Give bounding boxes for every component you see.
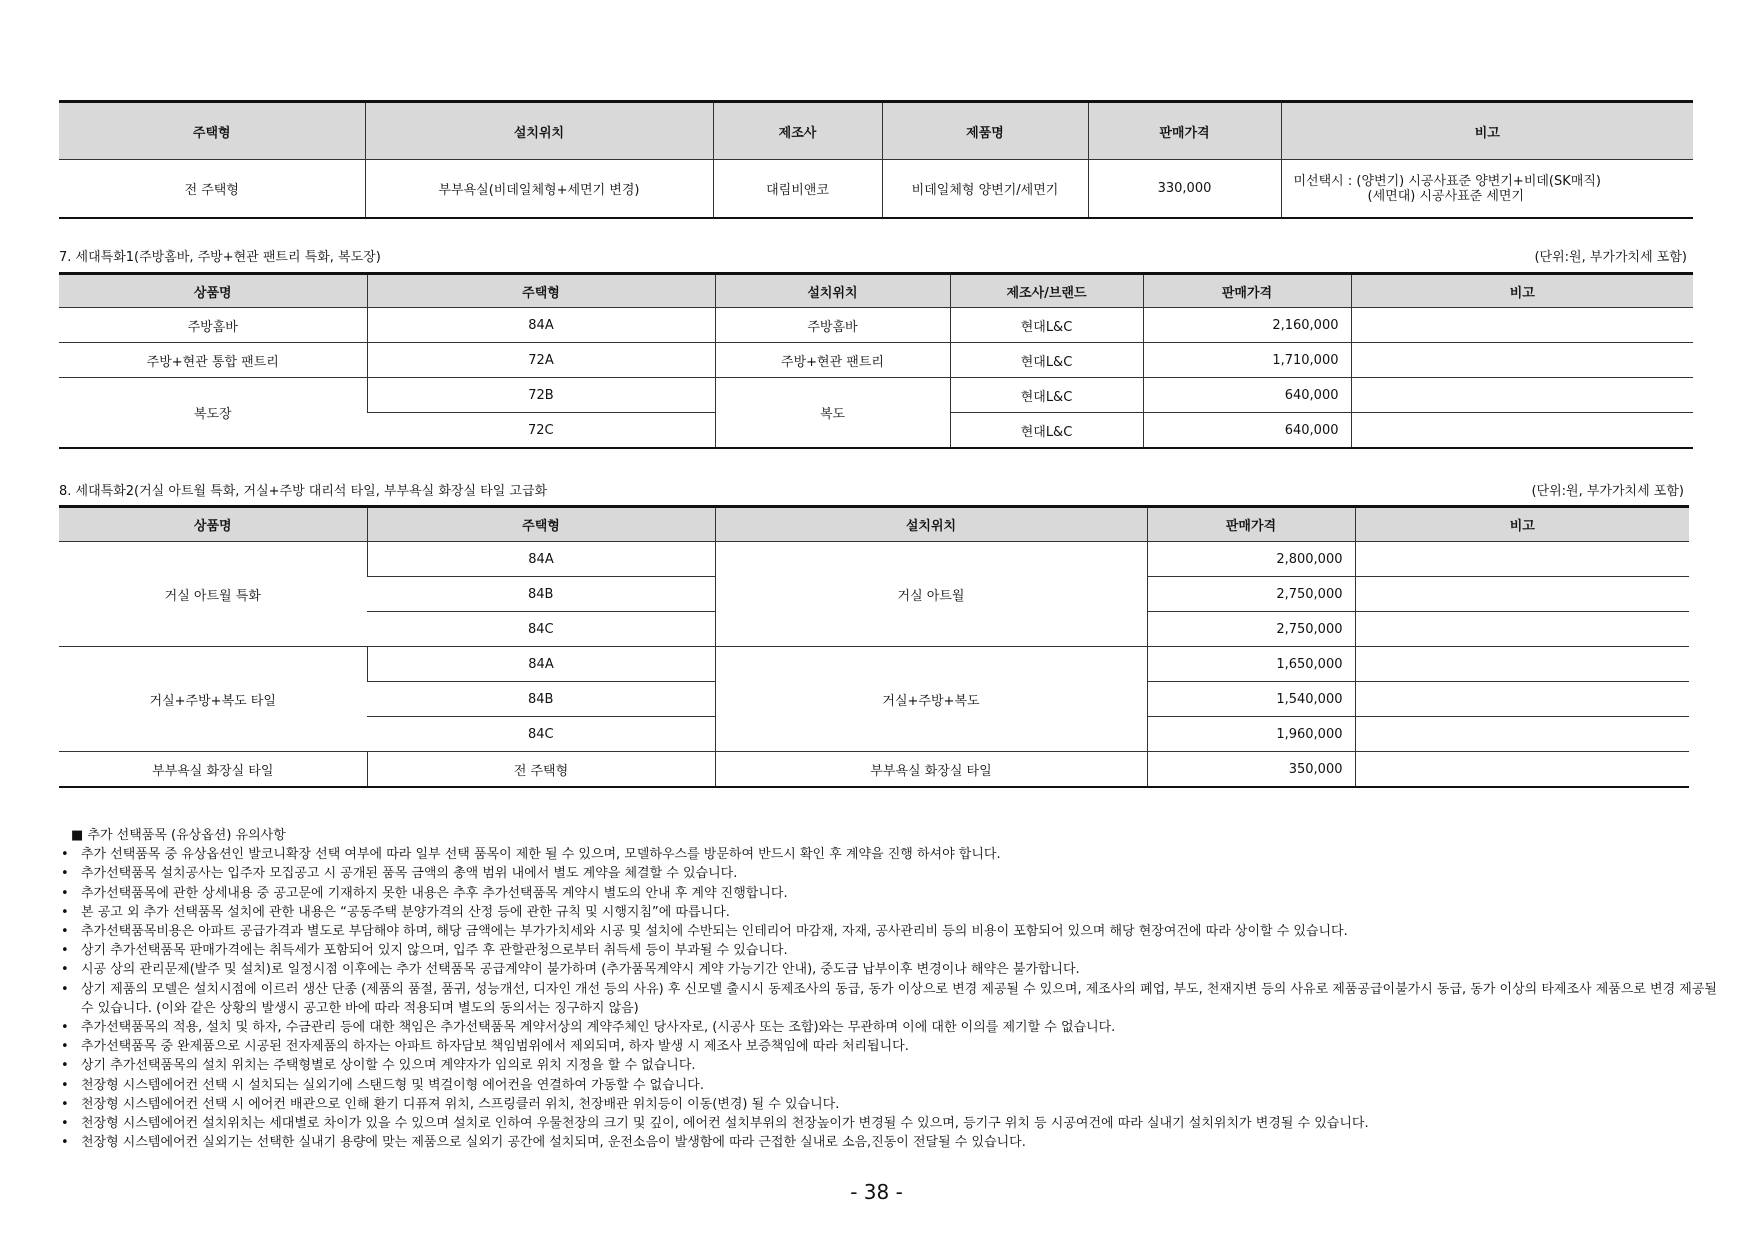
table-header-row [59,102,1693,160]
table-row [59,343,1693,378]
cell-note [1355,752,1689,788]
cell-brand: 현대L&C [950,343,1143,378]
cell-item: 거실 아트월 특화 [59,542,367,647]
cell-item: 거실+주방+복도 타일 [59,647,367,752]
cell-note [1351,413,1693,449]
cell-note [1281,160,1693,219]
header-item: 상품명 [59,274,367,308]
section-8-unit: (단위:원, 부가가치세 포함) [1531,484,1684,499]
cell-maker: 대림비앤코 [713,160,882,219]
list-item: • 본 공고 외 추가 선택품목 설치에 관한 내용은 “공동주택 분양가격의 산정 등에 관한 규칙 및 시행지침”에 따릅니다. [59,903,1719,922]
header-type: 주택형 [367,507,715,542]
option-table-section-8 [59,505,1689,788]
table-row [59,160,1693,219]
page-number: - 38 - [850,1180,903,1204]
section-7-unit: (단위:원, 부가가치세 포함) [1534,250,1687,265]
list-item: • 추가선택품목의 적용, 설치 및 하자, 수금관리 등에 대한 책임은 추가선택품목 계약서상의 계약주체인 당사자로, (시공사 또는 조합)와는 무관하며 이에 대한 이의를 제기할 수 없습니다. [59,1018,1719,1037]
table-row [59,378,1693,413]
cell-note [1355,717,1689,752]
cell-type: 72B [367,378,715,413]
cell-brand: 현대L&C [950,378,1143,413]
cell-item: 주방홈바 [59,308,367,343]
section-8-title: 8. 세대특화2(거실 아트월 특화, 거실+주방 대리석 타일, 부부욕실 화장실 타일 고급화 [59,484,548,499]
list-item: • 천장형 시스템에어컨 설치위치는 세대별로 차이가 있을 수 있으며 설치로 인하여 우물천장의 크기 및 깊이, 에어컨 설치부위의 천장높이가 변경될 수 있으며, 등기구 위치 등 시공여건에 따라 실내기 설치위치가 변경될 수 있습니다. [59,1114,1719,1133]
note-line-1: 미선택시 : (양변기) 시공사표준 양변기+비데(SK매직) [1293,173,1601,189]
cell-type: 84B [367,577,715,612]
cell-note [1351,378,1693,413]
cell-note [1355,577,1689,612]
cell-price: 2,160,000 [1143,308,1351,343]
cell-brand: 현대L&C [950,308,1143,343]
table-header-row [59,507,1689,542]
notes-list [59,845,1719,1152]
list-item: • 추가선택품목 중 완제품으로 시공된 전자제품의 하자는 아파트 하자담보 책임범위에서 제외되며, 하자 발생 시 제조사 보증책임에 따라 처리됩니다. [59,1037,1719,1056]
cell-price: 640,000 [1143,413,1351,449]
cell-location: 부부욕실(비데일체형+세면기 변경) [365,160,713,219]
cell-price: 2,750,000 [1147,577,1355,612]
cell-type: 84A [367,308,715,343]
cell-item: 주방+현관 통합 팬트리 [59,343,367,378]
header-note: 비고 [1351,274,1693,308]
header-price: 판매가격 [1088,102,1281,160]
list-item: • 상기 제품의 모델은 설치시점에 이르러 생산 단종 (제품의 품절, 품귀, 성능개선, 디자인 개선 등의 사유) 후 신모델 출시시 동제조사의 동급, 동가 이상으로 변경 제공될 수 있으며, 제조사의 폐업, 부도, 천재지변 등의 사유로 제품공급이불가시 동급, 동가 이상의 타제조사 제품으로 변경 제공될 수 있습니다. (이와 같은 상황의 발생시 공고한 바에 따라 적용되며 별도의 동의서는 징구하지 않음) [59,980,1719,1018]
cell-item: 부부욕실 화장실 타일 [59,752,367,788]
cell-type: 72A [367,343,715,378]
option-table-bidet [59,100,1693,219]
cell-brand: 현대L&C [950,413,1143,449]
cell-note [1351,343,1693,378]
cell-price: 640,000 [1143,378,1351,413]
table-row [59,752,1689,788]
list-item: • 추가선택품목에 관한 상세내용 중 공고문에 기재하지 못한 내용은 추후 추가선택품목 계약시 별도의 안내 후 계약 진행합니다. [59,884,1719,903]
list-item: • 추가선택품목 설치공사는 입주자 모집공고 시 공개된 품목 금액의 총액 범위 내에서 별도 계약을 체결할 수 있습니다. [59,864,1719,883]
section-7-title: 7. 세대특화1(주방홈바, 주방+현관 팬트리 특화, 복도장) [59,250,381,265]
notes-section [59,826,1719,1152]
cell-location: 거실+주방+복도 [715,647,1147,752]
cell-price: 350,000 [1147,752,1355,788]
header-maker: 제조사 [713,102,882,160]
list-item: • 천장형 시스템에어컨 실외기는 선택한 실내기 용량에 맞는 제품으로 실외기 공간에 설치되며, 운전소음이 발생함에 따라 근접한 실내로 소음,진동이 전달될 수 있습니다. [59,1133,1719,1152]
option-table-section-7 [59,272,1693,449]
cell-note [1355,682,1689,717]
cell-location: 주방+현관 팬트리 [715,343,950,378]
cell-price: 1,650,000 [1147,647,1355,682]
cell-note [1355,542,1689,577]
header-location: 설치위치 [715,507,1147,542]
cell-product: 비데일체형 양변기/세면기 [882,160,1088,219]
cell-location: 복도 [715,378,950,449]
header-note: 비고 [1281,102,1693,160]
header-note: 비고 [1355,507,1689,542]
list-item: • 추가선택품목비용은 아파트 공급가격과 별도로 부담해야 하며, 해당 금액에는 부가가치세와 시공 및 설치에 수반되는 인테리어 마감재, 자재, 공사관리비 등의 비용이 포함되어 있으며 해당 현장여건에 따라 상이할 수 있습니다. [59,922,1719,941]
list-item: • 시공 상의 관리문제(발주 및 설치)로 일정시점 이후에는 추가 선택품목 공급계약이 불가하며 (추가품목계약시 계약 가능기간 안내), 중도금 납부이후 변경이나 해약은 불가합니다. [59,960,1719,979]
cell-type: 84C [367,717,715,752]
cell-price: 2,750,000 [1147,612,1355,647]
cell-price: 1,710,000 [1143,343,1351,378]
cell-type: 전 주택형 [367,752,715,788]
header-price: 판매가격 [1143,274,1351,308]
cell-price: 2,800,000 [1147,542,1355,577]
table-row [59,542,1689,577]
cell-type: 84B [367,682,715,717]
table-header-row [59,274,1693,308]
header-type: 주택형 [59,102,365,160]
cell-note [1351,308,1693,343]
list-item: • 천장형 시스템에어컨 선택 시 설치되는 실외기에 스탠드형 및 벽걸이형 에어컨을 연결하여 가동할 수 없습니다. [59,1076,1719,1095]
list-item: • 상기 추가선택품목 판매가격에는 취득세가 포함되어 있지 않으며, 입주 후 관할관청으로부터 취득세 등이 부과될 수 있습니다. [59,941,1719,960]
cell-type: 84C [367,612,715,647]
cell-type: 84A [367,542,715,577]
list-item: • 천장형 시스템에어컨 선택 시 에어컨 배관으로 인해 환기 디퓨져 위치, 스프링클러 위치, 천장배관 위치등이 이동(변경) 될 수 있습니다. [59,1095,1719,1114]
cell-item: 복도장 [59,378,367,449]
header-location: 설치위치 [715,274,950,308]
cell-note [1355,647,1689,682]
header-type: 주택형 [367,274,715,308]
cell-location: 부부욕실 화장실 타일 [715,752,1147,788]
notes-heading: ■ 추가 선택품목 (유상옵션) 유의사항 [71,828,286,843]
cell-type: 전 주택형 [59,160,365,219]
header-price: 판매가격 [1147,507,1355,542]
cell-location: 거실 아트월 [715,542,1147,647]
cell-note [1355,612,1689,647]
cell-location: 주방홈바 [715,308,950,343]
list-item: • 추가 선택품목 중 유상옵션인 발코니확장 선택 여부에 따라 일부 선택 품목이 제한 될 수 있으며, 모델하우스를 방문하여 반드시 확인 후 계약을 진행 하셔야 합니다. [59,845,1719,864]
header-item: 상품명 [59,507,367,542]
cell-price: 1,960,000 [1147,717,1355,752]
header-product: 제품명 [882,102,1088,160]
note-line-2: (세면대) 시공사표준 세면기 [1367,188,1525,204]
table-row [59,308,1693,343]
cell-price: 1,540,000 [1147,682,1355,717]
cell-type: 72C [367,413,715,449]
header-brand: 제조사/브랜드 [950,274,1143,308]
cell-price: 330,000 [1088,160,1281,219]
table-row [59,647,1689,682]
header-location: 설치위치 [365,102,713,160]
list-item: • 상기 추가선택품목의 설치 위치는 주택형별로 상이할 수 있으며 계약자가 임의로 위치 지정을 할 수 없습니다. [59,1056,1719,1075]
cell-type: 84A [367,647,715,682]
